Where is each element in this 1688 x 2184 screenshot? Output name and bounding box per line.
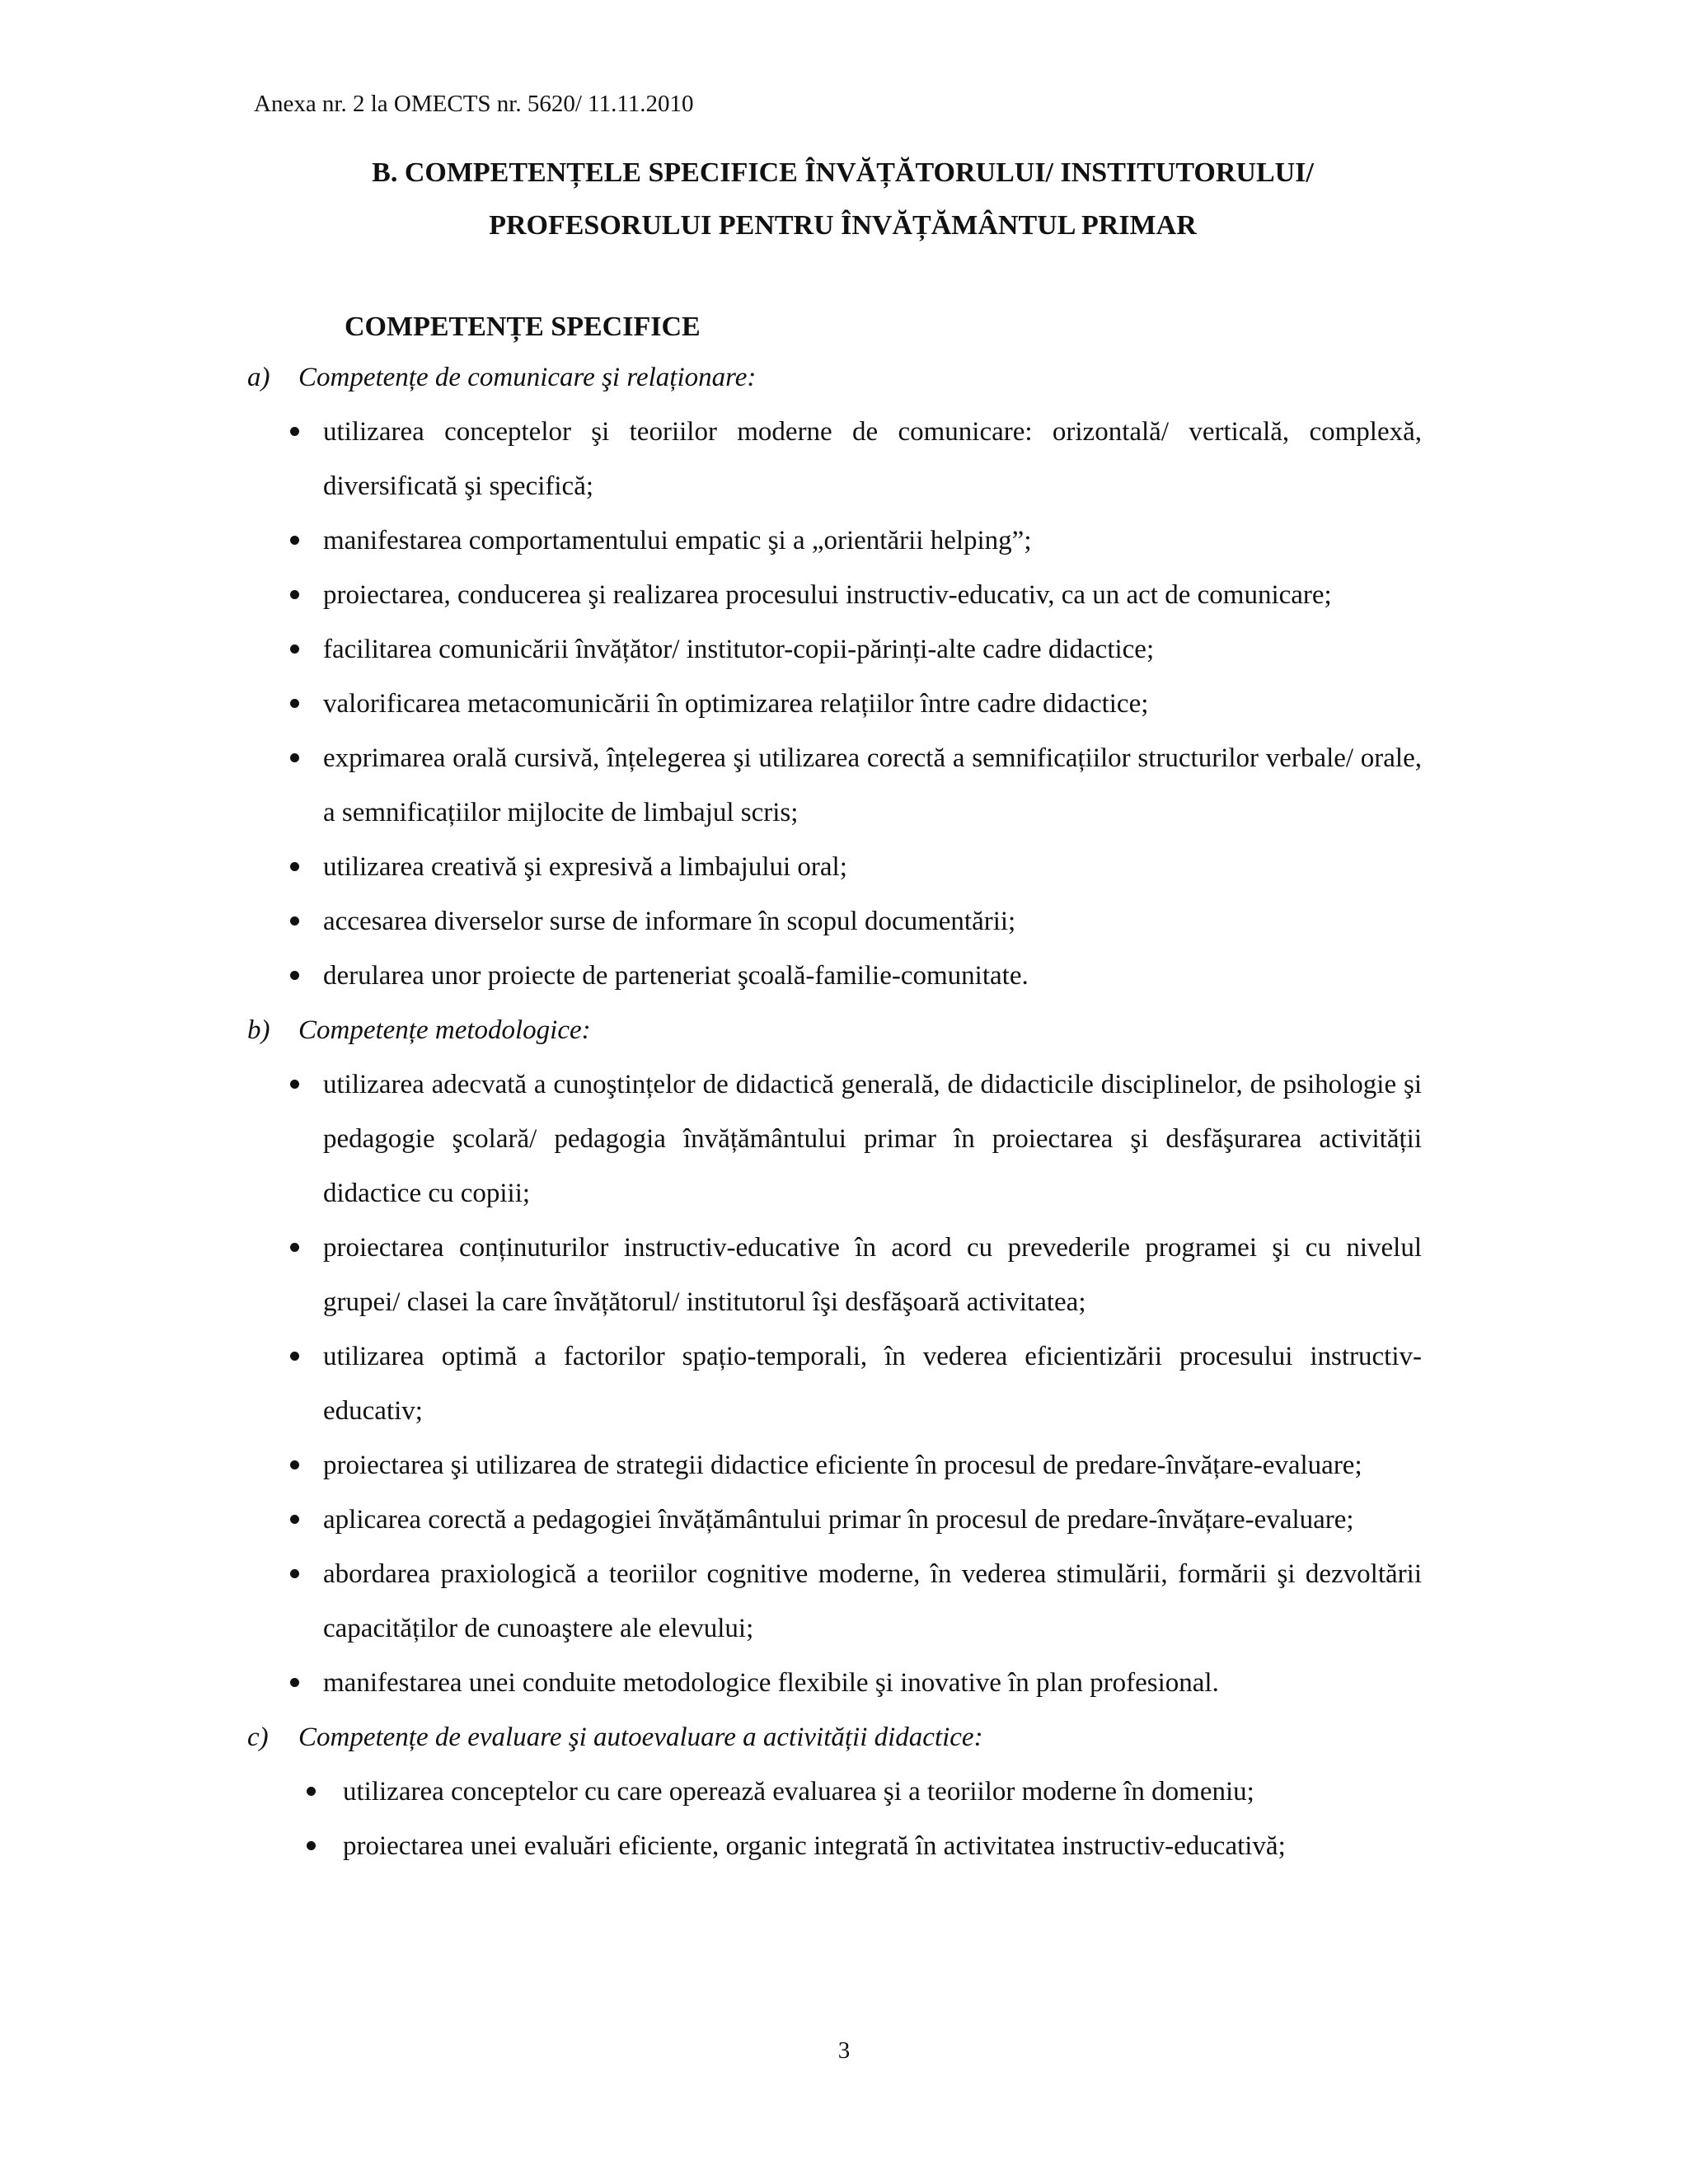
bullet-icon <box>282 894 323 949</box>
list-item <box>247 1656 1422 1710</box>
header-note: Anexa nr. 2 la OMECTS nr. 5620/ 11.11.2010 <box>254 91 694 117</box>
list-item <box>247 1057 1422 1221</box>
list-item <box>247 405 1422 513</box>
list-item-text: facilitarea comunicării învățător/ institutor-copii-părinți-alte cadre didactice; <box>323 635 1155 664</box>
list-item-text: proiectarea conținuturilor instructiv-educative în acord cu prevederile programei şi cu nivelul grupei/ clasei la care învățătorul/ institutorul îşi desfăşoară activitatea; <box>323 1233 1422 1317</box>
section-heading: COMPETENȚE SPECIFICE <box>345 312 701 342</box>
list-item <box>247 731 1422 840</box>
category-heading <box>247 350 1422 405</box>
list-item-text: valorificarea metacomunicării în optimizarea relațiilor între cadre didactice; <box>323 689 1149 719</box>
bullet-icon <box>282 1221 323 1329</box>
category-title: Competențe de comunicare şi relaționare: <box>298 363 757 392</box>
list-item-text: utilizarea conceptelor şi teoriilor moderne de comunicare: orizontală/ verticală, complexă, diversificată şi specifică; <box>323 417 1422 501</box>
list-item-text: utilizarea creativă şi expresivă a limbajului oral; <box>323 852 847 882</box>
list-item-text: proiectarea şi utilizarea de strategii didactice eficiente în procesul de predare-învățare-evaluare; <box>323 1451 1362 1480</box>
bullet-icon <box>282 949 323 1003</box>
list-item <box>247 1329 1422 1438</box>
title-line-2: PROFESORULUI PENTRU ÎNVĂȚĂMÂNTUL PRIMAR <box>489 210 1197 241</box>
list-item-text: aplicarea corectă a pedagogiei învățământului primar în procesul de predare-învățare-evaluare; <box>323 1505 1354 1535</box>
category-heading <box>247 1003 1422 1057</box>
bullet-icon <box>282 840 323 894</box>
list-item-text: exprimarea orală cursivă, înțelegerea şi utilizarea corectă a semnificațiilor structurilor verbale/ orale, a semnificațiilor mijlocite de limbajul scris; <box>323 743 1422 827</box>
bullet-icon <box>282 1656 323 1710</box>
list-item-text: derularea unor proiecte de parteneriat şcoală-familie-comunitate. <box>323 961 1029 991</box>
list-item-text: proiectarea unei evaluări eficiente, organic integrată în activitatea instructiv-educativă; <box>343 1831 1286 1861</box>
list-item-text: proiectarea, conducerea şi realizarea procesului instructiv-educativ, ca un act de comunicare; <box>323 580 1332 610</box>
category-letter: c) <box>247 1722 269 1752</box>
title-line-1: B. COMPETENȚELE SPECIFICE ÎNVĂȚĂTORULUI/ INSTITUTORULUI/ <box>372 157 1314 188</box>
list-item-text: utilizarea optimă a factorilor spațio-temporali, în vederea eficientizării procesului instructiv-educativ; <box>323 1342 1422 1426</box>
category-letter: a) <box>247 363 270 392</box>
bullet-icon <box>282 677 323 731</box>
bullet-icon <box>282 1493 323 1547</box>
list-item <box>247 1765 1422 1819</box>
list-item <box>247 840 1422 894</box>
list-item <box>247 677 1422 731</box>
list-item <box>247 949 1422 1003</box>
list-item <box>247 1819 1422 1873</box>
competence-list <box>247 350 1422 1873</box>
list-item-text: abordarea praxiologică a teoriilor cognitive moderne, în vederea stimulării, formării şi dezvoltării capacităților de cunoaştere ale elevului; <box>323 1559 1422 1643</box>
list-item <box>247 622 1422 677</box>
list-item <box>247 513 1422 568</box>
bullet-icon <box>282 1329 323 1438</box>
page-number: 3 <box>837 2037 851 2064</box>
bullet-icon <box>282 513 323 568</box>
list-item-text: utilizarea adecvată a cunoştințelor de didactică generală, de didacticile disciplinelor, de psihologie şi pedagogie şcolară/ pedagogia învățământului primar în proiectarea şi desfăşurarea activității didactice cu copiii; <box>323 1070 1422 1208</box>
list-item <box>247 1493 1422 1547</box>
bullet-icon <box>282 622 323 677</box>
bullet-icon <box>282 405 323 513</box>
list-item <box>247 894 1422 949</box>
category-heading <box>247 1710 1422 1765</box>
list-item <box>247 1547 1422 1656</box>
list-item <box>247 1221 1422 1329</box>
category-letter: b) <box>247 1015 270 1045</box>
list-item-text: manifestarea unei conduite metodologice flexibile şi inovative în plan profesional. <box>323 1668 1219 1698</box>
bullet-icon <box>282 1547 323 1656</box>
bullet-icon <box>298 1765 343 1819</box>
bullet-icon <box>282 1057 323 1221</box>
list-item <box>247 1438 1422 1493</box>
bullet-icon <box>282 568 323 622</box>
document-title <box>247 147 1438 252</box>
bullet-icon <box>298 1819 343 1873</box>
category-title: Competențe de evaluare şi autoevaluare a activității didactice: <box>298 1722 983 1752</box>
list-item-text: utilizarea conceptelor cu care operează evaluarea şi a teoriilor moderne în domeniu; <box>343 1777 1254 1807</box>
bullet-icon <box>282 731 323 840</box>
list-item-text: accesarea diverselor surse de informare în scopul documentării; <box>323 907 1016 936</box>
category-title: Competențe metodologice: <box>298 1015 591 1045</box>
list-item <box>247 568 1422 622</box>
list-item-text: manifestarea comportamentului empatic şi a „orientării helping”; <box>323 526 1032 555</box>
bullet-icon <box>282 1438 323 1493</box>
